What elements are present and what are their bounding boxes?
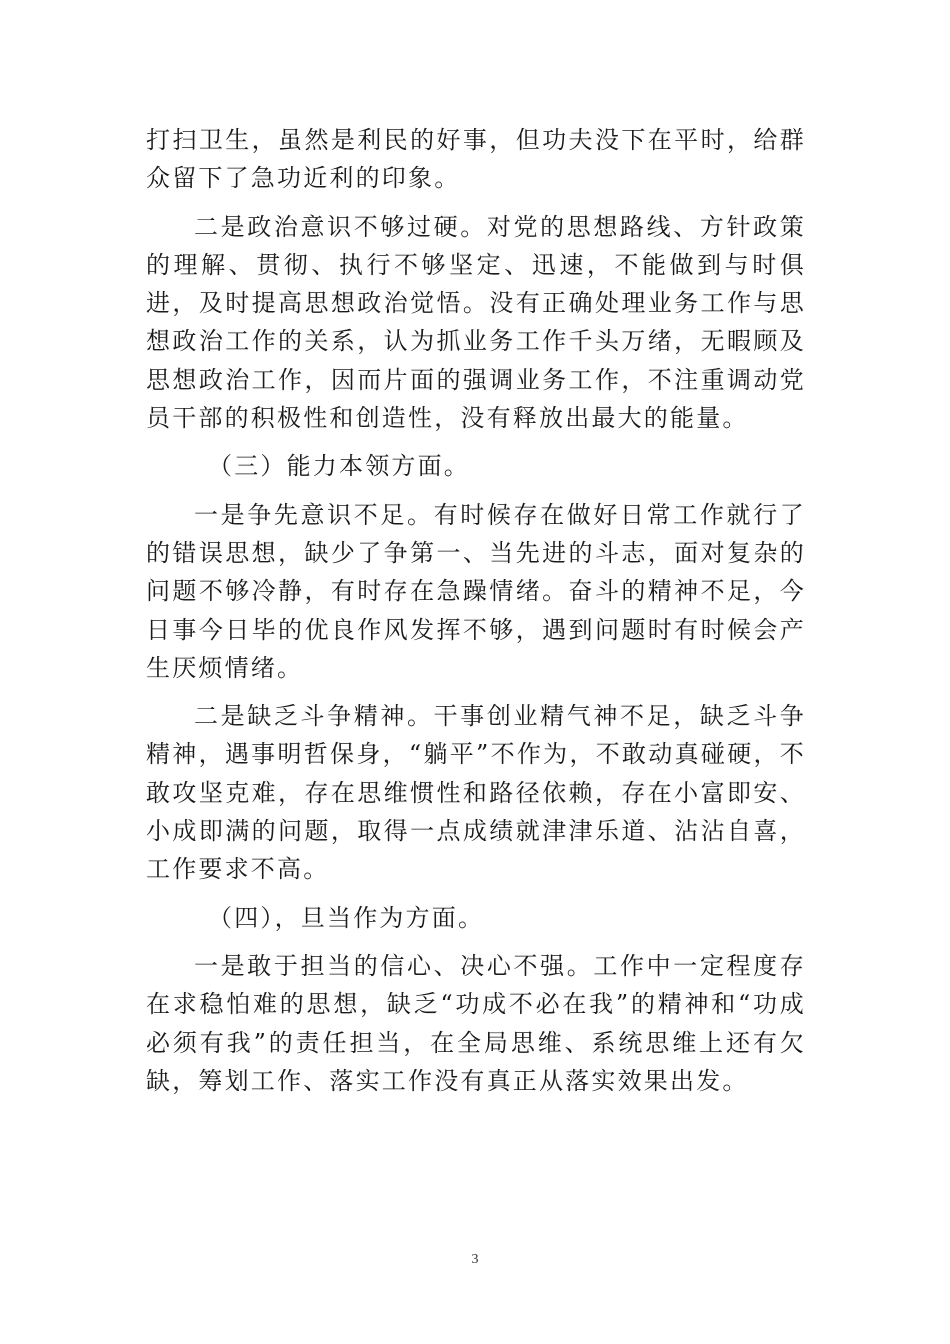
section-heading-responsibility: （四），旦当作为方面。 bbox=[208, 903, 485, 932]
section-heading-ability: （三）能力本领方面。 bbox=[208, 452, 470, 481]
paragraph-continuation: 打扫卫生，虽然是利民的好事，但功夫没下在平时，给群众留下了急功近利的印象。 bbox=[146, 126, 806, 193]
page-number: 3 bbox=[471, 1252, 479, 1267]
paragraph-political-awareness: 二是政治意识不够过硬。对党的思想路线、方针政策的理解、贯彻、执行不够坚定、迅速，不能做到与时俱进，及时提高思想政治觉悟。没有正确处理业务工作与思想政治工作的关系，认为抓业务工作千头万绪，无暇顾及思想政治工作，因而片面的强调业务工作，不注重调动党员干部的积极性和创造性，没有释放出最大的能量。 bbox=[146, 212, 806, 433]
paragraph-courage-to-take-responsibility: 一是敢于担当的信心、决心不强。工作中一定程度存在求稳怕难的思想，缺乏“功成不必在我”的精神和“功成必须有我”的责任担当，在全局思维、系统思维上还有欠缺，筹划工作、落实工作没有真正从落实效果出发。 bbox=[146, 951, 806, 1095]
paragraph-fighting-spirit: 二是缺乏斗争精神。干事创业精气神不足，缺乏斗争精神，遇事明哲保身，“躺平”不作为，不敢动真碰硬，不敢攻坚克难，存在思维惯性和路径依赖，存在小富即安、小成即满的问题，取得一点成绩就津津乐道、沾沾自喜，工作要求不高。 bbox=[146, 702, 806, 884]
document-body bbox=[146, 121, 806, 1110]
paragraph-competitive-awareness: 一是争先意识不足。有时候存在做好日常工作就行了的错误思想，缺少了争第一、当先进的斗志，面对复杂的问题不够冷静，有时存在急躁情绪。奋斗的精神不足，今日事今日毕的优良作风发挥不够，遇到问题时有时候会产生厌烦情绪。 bbox=[146, 500, 806, 682]
